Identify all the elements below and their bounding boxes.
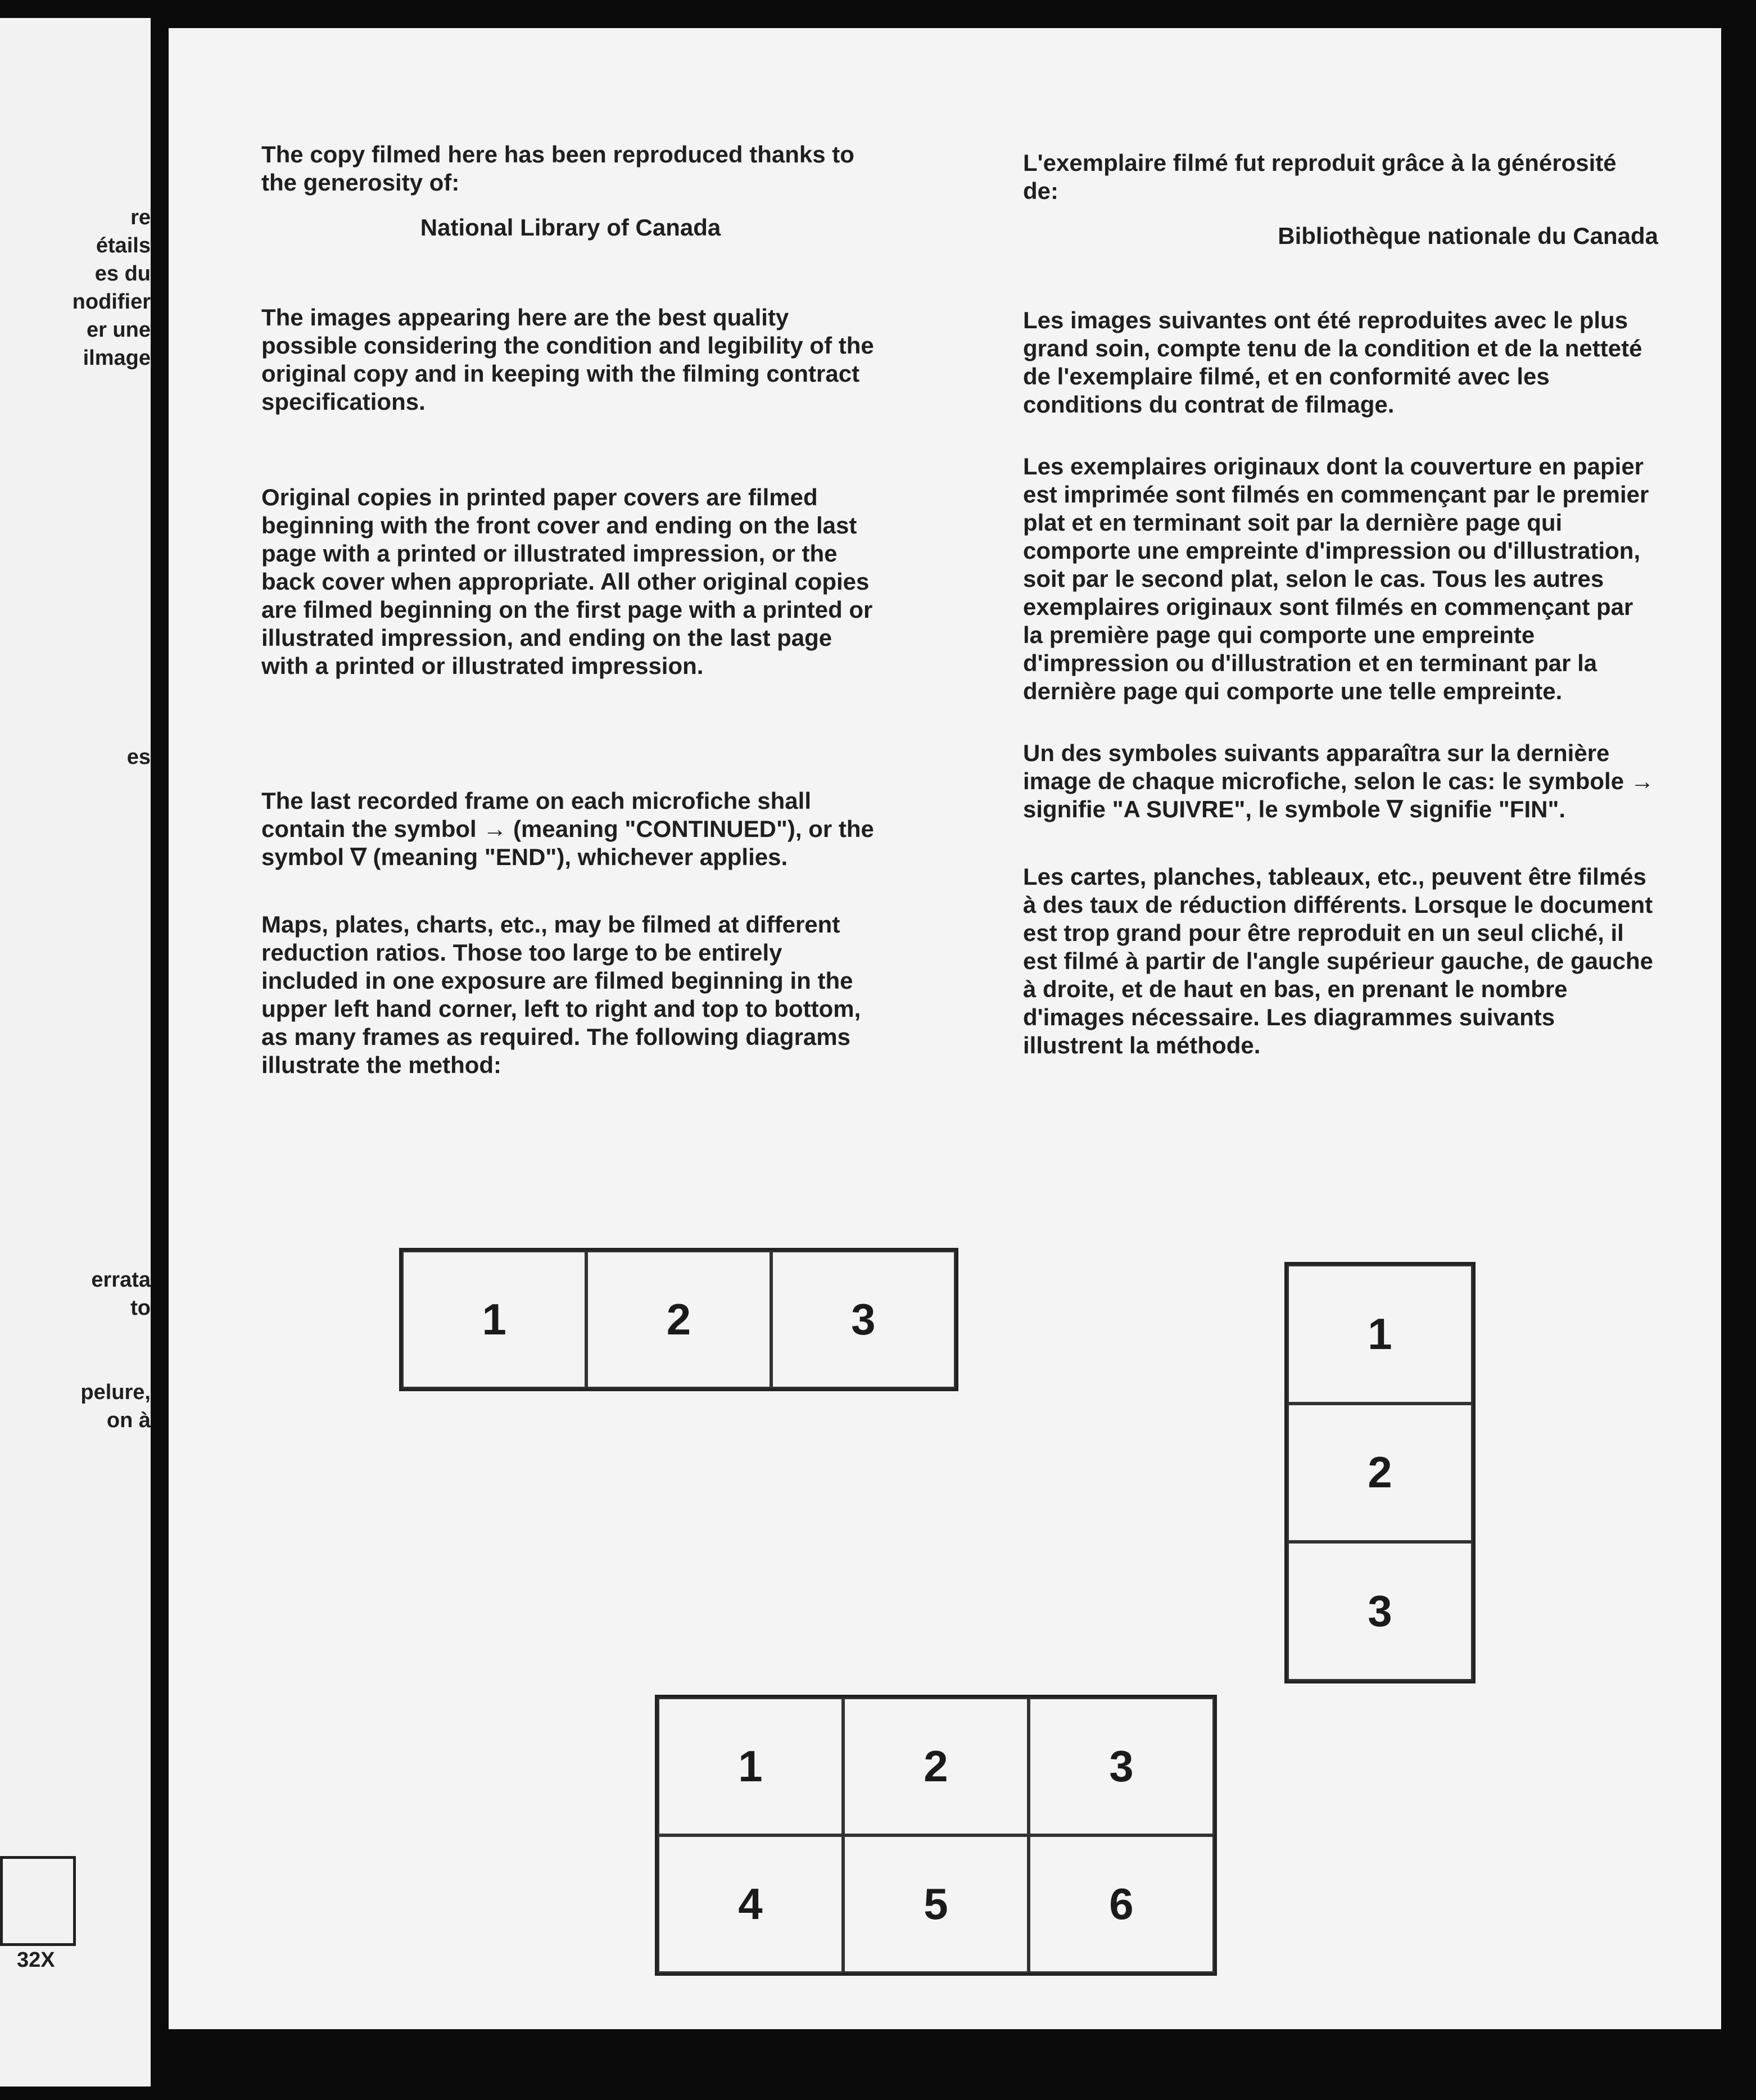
fragment-line: on à xyxy=(106,1409,151,1432)
fragment-line: étails xyxy=(96,234,151,257)
english-covers: Original copies in printed paper covers are filmed beginning with the front cover and ending on the last page with a printed or illustrated impression, or the back cover when appropriate. All other original copies are filmed beginning on the first page with a printed or illustrated impression, and ending on the last page with a printed or illustrated impression. xyxy=(261,484,873,679)
fragment-line: pelure, xyxy=(80,1381,151,1404)
frame-cell: 1 xyxy=(1287,1265,1473,1404)
frame-cell: 1 xyxy=(658,1698,843,1835)
frame-cell: 4 xyxy=(658,1835,843,1973)
french-thanks: L'exemplaire filmé fut reproduit grâce à la générosité de: xyxy=(1023,150,1617,204)
fragment-line: nodifier xyxy=(72,290,151,314)
frame-cell: 3 xyxy=(1287,1542,1473,1681)
fragment-line: ilmage xyxy=(83,346,151,370)
english-maps: Maps, plates, charts, etc., may be filmed at different reduction ratios. Those too large to be entirely included in one exposure are filmed beginning in the upper left hand corner, left to right and top to bottom, as many frames as required. The following diagrams illustrate the method: xyxy=(261,911,861,1078)
frame-cell: 2 xyxy=(843,1698,1029,1835)
fragment-line: er une xyxy=(86,318,151,342)
frame-cell: 2 xyxy=(1287,1404,1473,1542)
frame-cell: 3 xyxy=(1029,1698,1214,1835)
english-institution: National Library of Canada xyxy=(420,214,721,241)
fragment-line: es xyxy=(126,745,151,769)
fragment-line: errata xyxy=(91,1268,151,1292)
frame-cell: 3 xyxy=(771,1251,956,1388)
diagram-grid xyxy=(655,1695,1217,1976)
ratio-label: 32X xyxy=(17,1948,55,1972)
frame-cell: 1 xyxy=(402,1251,586,1388)
notice-page xyxy=(169,28,1721,2029)
frame-cell: 5 xyxy=(843,1835,1029,1973)
fragment-line: es du xyxy=(94,262,151,286)
french-column xyxy=(1023,149,1658,1060)
fragment-line: re xyxy=(130,206,151,229)
frame-cell: 2 xyxy=(586,1251,771,1388)
diagram-row xyxy=(399,1248,958,1391)
previous-page-strip xyxy=(0,18,151,2087)
french-institution: Bibliothèque nationale du Canada xyxy=(1278,223,1658,249)
resolution-target-box xyxy=(0,1856,76,1946)
english-thanks: The copy filmed here has been reproduced thanks to the generosity of: xyxy=(261,141,854,196)
english-quality: The images appearing here are the best quality possible considering the condition and legibility of the original copy and in keeping with the filming contract specifications. xyxy=(261,304,874,415)
french-covers: Les exemplaires originaux dont la couverture en papier est imprimée sont filmés en commençant par le premier plat et en terminant soit par la dernière page qui comporte une empreinte d'impression ou d'illustration, soit par le second plat, selon le cas. Tous les autres exemplaires originaux sont filmés en commençant par la première page qui comporte une empreinte d'impression ou d'illustration et en terminant par la dernière page qui comporte une telle empreinte. xyxy=(1023,453,1649,704)
english-symbols: The last recorded frame on each microfiche shall contain the symbol → (meaning "CONTINUED"), or the symbol ∇ (meaning "END"), whichever applies. xyxy=(261,788,874,870)
french-maps: Les cartes, planches, tableaux, etc., peuvent être filmés à des taux de réduction différents. Lorsque le document est trop grand pour être reproduit en un seul cliché, il est filmé à partir de l'angle supérieur gauche, de gauche à droite, et de haut en bas, en prenant le nombre d'images nécessaire. Les diagrammes suivants illustrent la méthode. xyxy=(1023,863,1653,1058)
diagram-column xyxy=(1284,1262,1476,1683)
french-symbols: Un des symboles suivants apparaîtra sur la dernière image de chaque microfiche, selon le cas: le symbole → signifie "A SUIVRE", le symbole ∇ signifie "FIN". xyxy=(1023,740,1654,822)
fragment-line: to xyxy=(130,1296,151,1320)
frame-cell: 6 xyxy=(1029,1835,1214,1973)
french-quality: Les images suivantes ont été reproduites avec le plus grand soin, compte tenu de la condition et de la netteté de l'exemplaire filmé, et en conformité avec les conditions du contrat de filmage. xyxy=(1023,307,1642,418)
english-column xyxy=(261,141,880,1079)
